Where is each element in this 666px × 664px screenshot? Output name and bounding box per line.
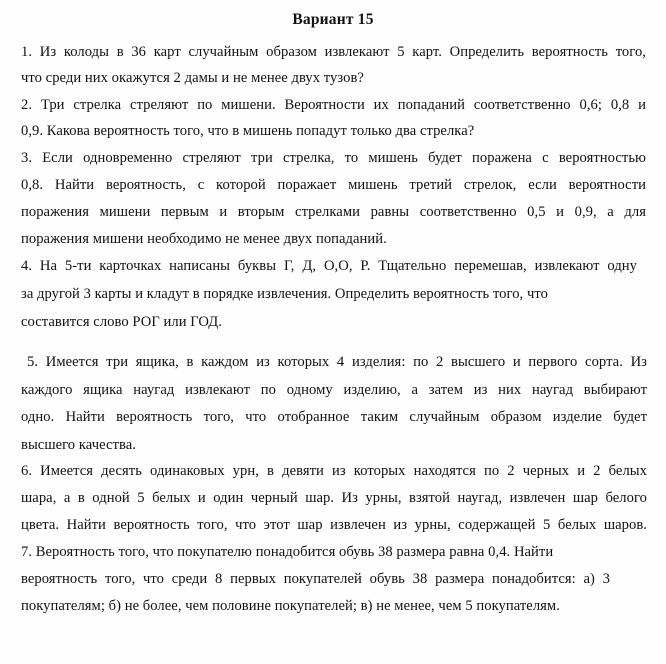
page-title: Вариант 15 <box>292 11 374 28</box>
text-line-1: 1. Из колоды в 36 карт случайным образом извлекают 5 карт. Определить вероятность того, <box>21 44 646 60</box>
text-line-9: 4. На 5-ти карточках написаны буквы Г, Д, О,О, Р. Тщательно перемешав, извлекают одну <box>21 258 637 274</box>
text-line-13: каждого ящика наугад извлекают по одному изделию, а затем из них наугад выбирают <box>21 382 647 398</box>
text-line-19: 7. Вероятность того, что покупателю понадобится обувь 38 размера равна 0,4. Найти <box>21 544 554 560</box>
text-line-18: цвета. Найти вероятность того, что этот шар извлечен из урны, содержащей 5 белых шаров. <box>21 517 647 533</box>
text-line-4: 0,9. Какова вероятность того, что в мишень попадут только два стрелка? <box>21 123 475 139</box>
text-line-21: покупателям; б) не более, чем половине покупателей; в) не менее, чем 5 покупателям. <box>21 598 560 614</box>
text-line-10: за другой 3 карты и кладут в порядке извлечения. Определить вероятность того, что <box>21 286 548 302</box>
text-line-5: 3. Если одновременно стреляют три стрелка, то мишень будет поражена с вероятностью <box>21 150 646 166</box>
text-line-3: 2. Три стрелка стреляют по мишени. Вероятности их попаданий соответственно 0,6; 0,8 и <box>21 97 646 113</box>
text-line-17: шара, а в одной 5 белых и один черный шар. Из урны, взятой наугад, извлечен шар белого <box>21 490 647 506</box>
text-line-11: составится слово РОГ или ГОД. <box>21 314 222 330</box>
text-line-8: поражения мишени необходимо не менее двух попаданий. <box>21 231 387 247</box>
text-line-14: одно. Найти вероятность того, что отобранное таким случайным образом изделие будет <box>21 409 647 425</box>
text-line-6: 0,8. Найти вероятность, с которой поражает мишень третий стрелок, если вероятности <box>21 177 646 193</box>
text-line-7: поражения мишени первым и вторым стрелками равны соответственно 0,5 и 0,9, а для <box>21 204 646 220</box>
text-line-12: 5. Имеется три ящика, в каждом из которых 4 изделия: по 2 высшего и первого сорта. Из <box>27 354 647 370</box>
text-line-20: вероятность того, что среди 8 первых покупателей обувь 38 размера понадобится: а) 3 <box>21 571 610 587</box>
text-line-16: 6. Имеется десять одинаковых урн, в девяти из которых находятся по 2 черных и 2 белых <box>21 463 647 479</box>
text-line-15: высшего качества. <box>21 437 136 453</box>
text-line-2: что среди них окажутся 2 дамы и не менее двух тузов? <box>21 70 364 86</box>
